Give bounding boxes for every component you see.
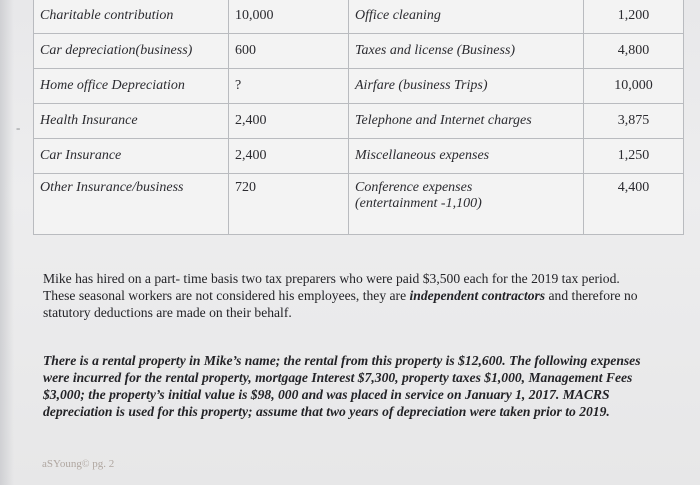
expense-value: 4,400 bbox=[584, 174, 684, 235]
expense-label-multiline bbox=[349, 174, 584, 235]
table-row bbox=[34, 0, 684, 34]
expense-value: 720 bbox=[229, 174, 349, 235]
paragraph-emphasis: independent contractors bbox=[409, 288, 546, 303]
expense-value: 4,800 bbox=[584, 34, 684, 69]
expense-label: Health Insurance bbox=[34, 104, 229, 139]
rental-property-paragraph: There is a rental property in Mike’s name; the rental from this property is $12,600. The following expenses were incurred for the rental property, mortgage Interest $7,300, property taxes $1,000, Management Fees $3,000; the property’s initial value is $98, 000 and was placed in service on January 1, 2017. MACRS depreciation is used for this property; assume that two years of depreciation were taken prior to 2019. bbox=[43, 353, 641, 419]
expense-value: 1,200 bbox=[584, 0, 684, 34]
expense-label: Miscellaneous expenses bbox=[349, 139, 584, 174]
expense-label: Airfare (business Trips) bbox=[349, 69, 584, 104]
expense-label: Other Insurance/business bbox=[34, 174, 229, 235]
expense-label: Car depreciation(business) bbox=[34, 34, 229, 69]
expense-value: 10,000 bbox=[229, 0, 349, 34]
expense-label: Taxes and license (Business) bbox=[349, 34, 584, 69]
expense-label: Charitable contribution bbox=[34, 0, 229, 34]
expense-value: 2,400 bbox=[229, 104, 349, 139]
expense-value: 10,000 bbox=[584, 69, 684, 104]
expense-value: ? bbox=[229, 69, 349, 104]
expense-value: 600 bbox=[229, 34, 349, 69]
paragraph-lead: Mike has hired on a part- time basis two tax preparers who were paid $3,500 each for the 2019 tax period. These seasonal workers are not considered his employees, they are bbox=[43, 271, 620, 303]
page-footer bbox=[42, 458, 114, 470]
expense-label: Car Insurance bbox=[34, 139, 229, 174]
page-edge-shadow bbox=[0, 0, 14, 485]
footer-author: aSYoung bbox=[42, 458, 82, 470]
margin-mark: - bbox=[16, 120, 21, 135]
expense-label: Conference expenses bbox=[355, 180, 473, 195]
table-row bbox=[34, 34, 684, 69]
paragraph-tail: and therefore no statutory deductions are made on their behalf. bbox=[43, 288, 638, 320]
expense-value: 2,400 bbox=[229, 139, 349, 174]
expense-value: 1,250 bbox=[584, 139, 684, 174]
footer-page-number: pg. 2 bbox=[92, 458, 115, 470]
expense-label: Telephone and Internet charges bbox=[349, 104, 584, 139]
contractors-paragraph bbox=[43, 270, 653, 321]
table-row bbox=[34, 104, 684, 139]
expense-label-sub: (entertainment -1,100) bbox=[355, 196, 482, 211]
table-row bbox=[34, 139, 684, 174]
table-row bbox=[34, 69, 684, 104]
copyright-icon: © bbox=[81, 459, 90, 470]
expense-table bbox=[33, 0, 684, 235]
expense-label: Home office Depreciation bbox=[34, 69, 229, 104]
expense-label: Office cleaning bbox=[349, 0, 584, 34]
table-row bbox=[34, 174, 684, 235]
expense-value: 3,875 bbox=[584, 104, 684, 139]
